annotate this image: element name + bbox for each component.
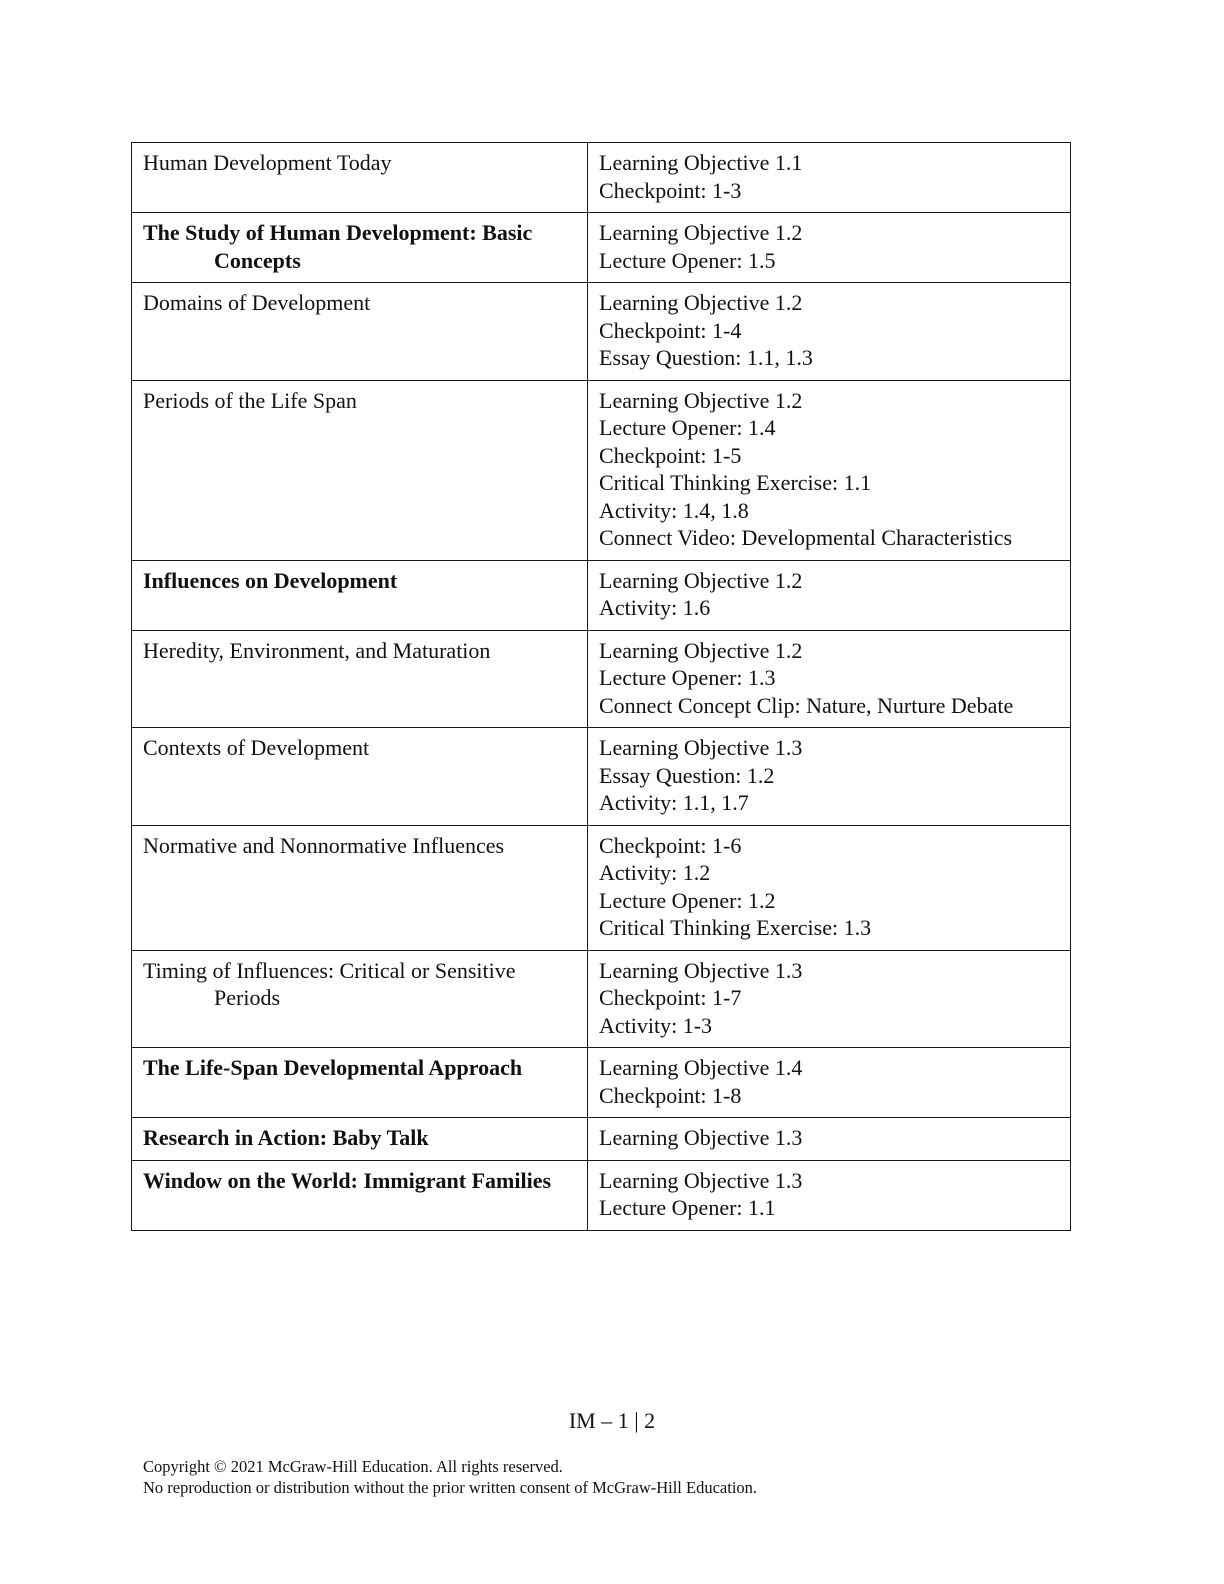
resource-item: Essay Question: 1.1, 1.3	[599, 345, 813, 370]
resource-item: Lecture Opener: 1.2	[599, 887, 776, 913]
resource-item: Activity: 1.4, 1.8	[599, 497, 749, 523]
resource-item: Learning Objective 1.3	[599, 1125, 803, 1150]
resource-item: Lecture Opener: 1.4	[599, 415, 776, 440]
topic-text: Window on the World: Immigrant Families	[143, 1167, 552, 1193]
resources-cell	[588, 825, 1071, 950]
resource-item: Learning Objective 1.3	[599, 1167, 803, 1193]
resources-cell	[588, 1048, 1071, 1118]
resources-cell	[588, 283, 1071, 381]
topic-text: Human Development Today	[143, 150, 392, 175]
topic-cell	[132, 825, 588, 950]
resource-item: Learning Objective 1.3	[599, 735, 803, 760]
resource-item: Learning Objective 1.1	[599, 150, 803, 175]
resource-table	[131, 142, 1071, 1231]
resource-item: Checkpoint: 1-5	[599, 442, 742, 468]
topic-cell	[132, 560, 588, 630]
resource-item: Learning Objective 1.3	[599, 957, 803, 983]
resources-cell	[588, 950, 1071, 1048]
topic-text: Domains of Development	[143, 290, 371, 315]
topic-text: Influences on Development	[143, 567, 398, 593]
resource-item: Learning Objective 1.2	[599, 220, 803, 245]
resources-cell	[588, 143, 1071, 213]
topic-text: The Study of Human Development: Basic Concepts	[143, 220, 533, 273]
table-row	[132, 630, 1071, 728]
table-row	[132, 825, 1071, 950]
topic-cell	[132, 630, 588, 728]
topic-cell	[132, 213, 588, 283]
resource-item: Essay Question: 1.2	[599, 762, 775, 788]
topic-cell	[132, 728, 588, 826]
resource-item: Connect Video: Developmental Characteristics	[599, 525, 1013, 550]
resource-item: Activity: 1.2	[599, 860, 711, 885]
topic-text: Normative and Nonnormative Influences	[143, 832, 505, 858]
resource-item: Lecture Opener: 1.1	[599, 1195, 776, 1220]
table-row	[132, 1160, 1071, 1230]
table-row	[132, 143, 1071, 213]
resource-item: Lecture Opener: 1.5	[599, 247, 776, 273]
resource-item: Activity: 1.1, 1.7	[599, 790, 749, 815]
resource-item: Learning Objective 1.2	[599, 567, 803, 593]
resources-cell	[588, 1118, 1071, 1161]
topic-text: Periods of the Life Span	[143, 387, 357, 413]
table-row	[132, 1118, 1071, 1161]
copyright-notice	[143, 1456, 757, 1498]
topic-cell	[132, 1048, 588, 1118]
resources-cell	[588, 1160, 1071, 1230]
page-number: IM – 1 | 2	[568, 1408, 656, 1433]
resource-item: Learning Objective 1.4	[599, 1055, 803, 1080]
table-row	[132, 283, 1071, 381]
resource-item: Checkpoint: 1-3	[599, 177, 742, 203]
resource-item: Learning Objective 1.2	[599, 637, 803, 663]
resource-item: Activity: 1.6	[599, 595, 711, 620]
table-body	[132, 143, 1071, 1231]
topic-text: Contexts of Development	[143, 735, 370, 760]
table-row	[132, 728, 1071, 826]
resource-item: Connect Concept Clip: Nature, Nurture Debate	[599, 692, 1014, 718]
table-row	[132, 950, 1071, 1048]
topic-cell	[132, 380, 588, 560]
table-row	[132, 380, 1071, 560]
resource-item: Activity: 1-3	[599, 1012, 713, 1038]
topic-cell	[132, 283, 588, 381]
resources-cell	[588, 728, 1071, 826]
resources-cell	[588, 560, 1071, 630]
resources-cell	[588, 380, 1071, 560]
topic-text: Heredity, Environment, and Maturation	[143, 637, 491, 663]
topic-text: Timing of Influences: Critical or Sensitive Periods	[143, 957, 516, 1010]
topic-cell	[132, 1118, 588, 1161]
resource-item: Checkpoint: 1-8	[599, 1082, 742, 1108]
topic-text: Research in Action: Baby Talk	[143, 1125, 429, 1150]
table-row	[132, 1048, 1071, 1118]
table-row	[132, 213, 1071, 283]
resource-item: Critical Thinking Exercise: 1.1	[599, 470, 872, 495]
reproduction-notice: No reproduction or distribution without the prior written consent of McGraw-Hill Education.	[143, 1478, 758, 1497]
resource-item: Lecture Opener: 1.3	[599, 665, 776, 690]
table-row	[132, 560, 1071, 630]
resource-item: Checkpoint: 1-4	[599, 317, 742, 343]
resource-item: Checkpoint: 1-7	[599, 985, 742, 1010]
topic-cell	[132, 950, 588, 1048]
resource-item: Learning Objective 1.2	[599, 387, 803, 413]
resources-cell	[588, 213, 1071, 283]
topic-cell	[132, 143, 588, 213]
topic-text: The Life-Span Developmental Approach	[143, 1055, 523, 1080]
topic-cell	[132, 1160, 588, 1230]
resource-item: Learning Objective 1.2	[599, 290, 803, 315]
resource-item: Checkpoint: 1-6	[599, 832, 742, 858]
resource-item: Critical Thinking Exercise: 1.3	[599, 915, 872, 940]
copyright-line: Copyright © 2021 McGraw-Hill Education. All rights reserved.	[143, 1457, 563, 1476]
resources-cell	[588, 630, 1071, 728]
